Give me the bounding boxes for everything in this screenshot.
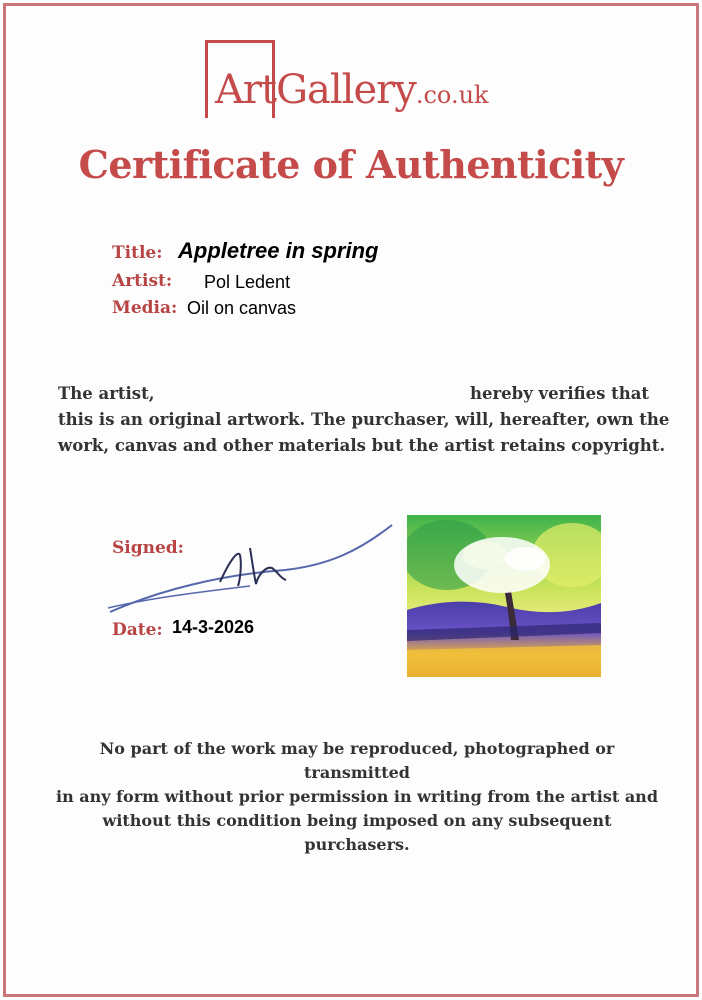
copyright-line1: No part of the work may be reproduced, photographed or transmitted [99,739,615,782]
verification-line1-end: hereby verifies that [470,384,650,403]
title-label: Title: [112,243,163,263]
certificate-title: Certificate of Authenticity [78,142,624,187]
verification-line1-start: The artist, [58,384,155,403]
artist-value: Pol Ledent [204,272,291,292]
logo [215,67,489,113]
artwork-image [407,515,601,677]
logo-brand: ArtGallery [215,67,416,113]
copyright-line2: in any form without prior permission in writing from the artist and [55,787,658,806]
signed-label: Signed: [112,538,184,558]
signature-image [100,520,400,620]
verification-line3: work, canvas and other materials but the artist retains copyright. [58,436,666,455]
logo-suffix: .co.uk [415,81,489,109]
copyright-line3: without this condition being imposed on any subsequent purchasers. [102,811,612,854]
artist-label: Artist: [112,271,173,291]
media-label: Media: [112,298,178,318]
title-value: Appletree in spring [178,238,379,263]
verification-line2: this is an original artwork. The purchaser, will, hereafter, own the [58,410,670,429]
copyright-notice [52,737,662,857]
media-value: Oil on canvas [187,298,297,318]
date-value: 14-3-2026 [172,617,255,637]
date-label: Date: [112,620,163,640]
